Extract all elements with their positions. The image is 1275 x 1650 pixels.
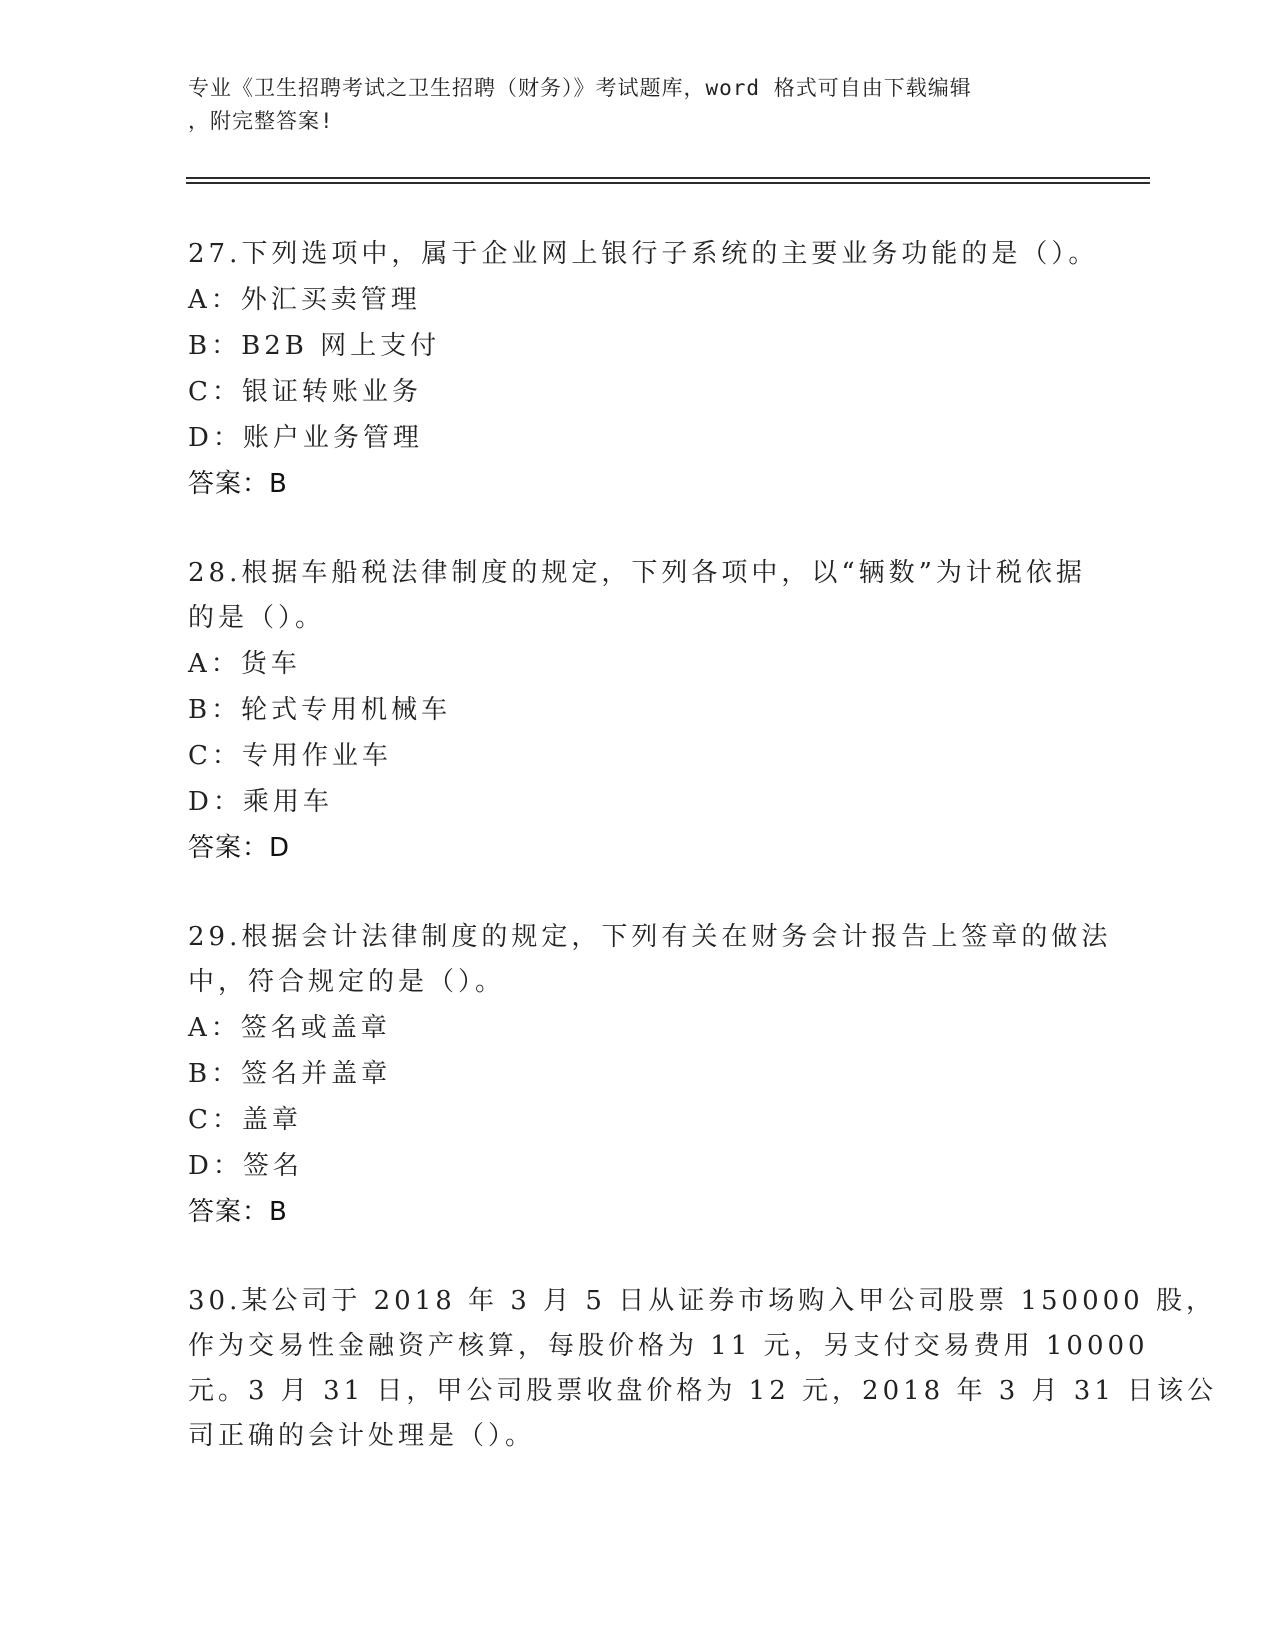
option-b: B：轮式专用机械车 bbox=[188, 695, 452, 725]
header-divider-bottom bbox=[186, 182, 1150, 184]
option-b: B：B2B 网上支付 bbox=[188, 331, 441, 361]
header-line-1: 专业《卫生招聘考试之卫生招聘（财务）》考试题库，word 格式可自由下载编辑 bbox=[188, 76, 972, 100]
option-d: D：账户业务管理 bbox=[188, 423, 423, 453]
question-text: 作为交易性金融资产核算，每股价格为 11 元，另支付交易费用 10000 bbox=[188, 1331, 1149, 1361]
question-text: 中，符合规定的是（）。 bbox=[188, 967, 506, 997]
spacer bbox=[188, 871, 1088, 915]
question-text: 28.根据车船税法律制度的规定，下列各项中，以“辆数”为计税依据 bbox=[188, 558, 1086, 588]
option-c: C：盖章 bbox=[188, 1105, 302, 1135]
option-a: A：签名或盖章 bbox=[188, 1013, 391, 1043]
document-header bbox=[188, 72, 1068, 138]
option-d: D：乘用车 bbox=[188, 787, 333, 817]
option-d: D：签名 bbox=[188, 1151, 303, 1181]
question-text: 27.下列选项中，属于企业网上银行子系统的主要业务功能的是（）。 bbox=[188, 239, 1099, 269]
question-30 bbox=[188, 1279, 1218, 1459]
question-text: 元。3 月 31 日，甲公司股票收盘价格为 12 元，2018 年 3 月 31 日该公 bbox=[188, 1376, 1218, 1406]
answer-label: 答案：D bbox=[188, 833, 291, 863]
option-b: B：签名并盖章 bbox=[188, 1059, 392, 1089]
header-divider-top bbox=[186, 177, 1150, 179]
header-line-2: ，附完整答案! bbox=[188, 109, 334, 133]
option-c: C：银证转账业务 bbox=[188, 377, 422, 407]
answer-label: 答案：B bbox=[188, 1197, 288, 1227]
question-text: 司正确的会计处理是（）。 bbox=[188, 1421, 536, 1451]
question-27 bbox=[188, 232, 1099, 507]
option-a: A：货车 bbox=[188, 649, 301, 679]
option-a: A：外汇买卖管理 bbox=[188, 285, 421, 315]
option-c: C：专用作业车 bbox=[188, 741, 392, 771]
spacer bbox=[188, 1235, 1088, 1279]
answer-label: 答案：B bbox=[188, 469, 288, 499]
question-text: 29.根据会计法律制度的规定，下列有关在财务会计报告上签章的做法 bbox=[188, 922, 1112, 952]
question-text: 的是（）。 bbox=[188, 603, 326, 633]
spacer bbox=[188, 507, 1088, 551]
question-list bbox=[188, 232, 1218, 1459]
question-28 bbox=[188, 551, 1088, 871]
question-29 bbox=[188, 915, 1112, 1235]
question-text: 30.某公司于 2018 年 3 月 5 日从证券市场购入甲公司股票 150000 股， bbox=[188, 1286, 1216, 1316]
